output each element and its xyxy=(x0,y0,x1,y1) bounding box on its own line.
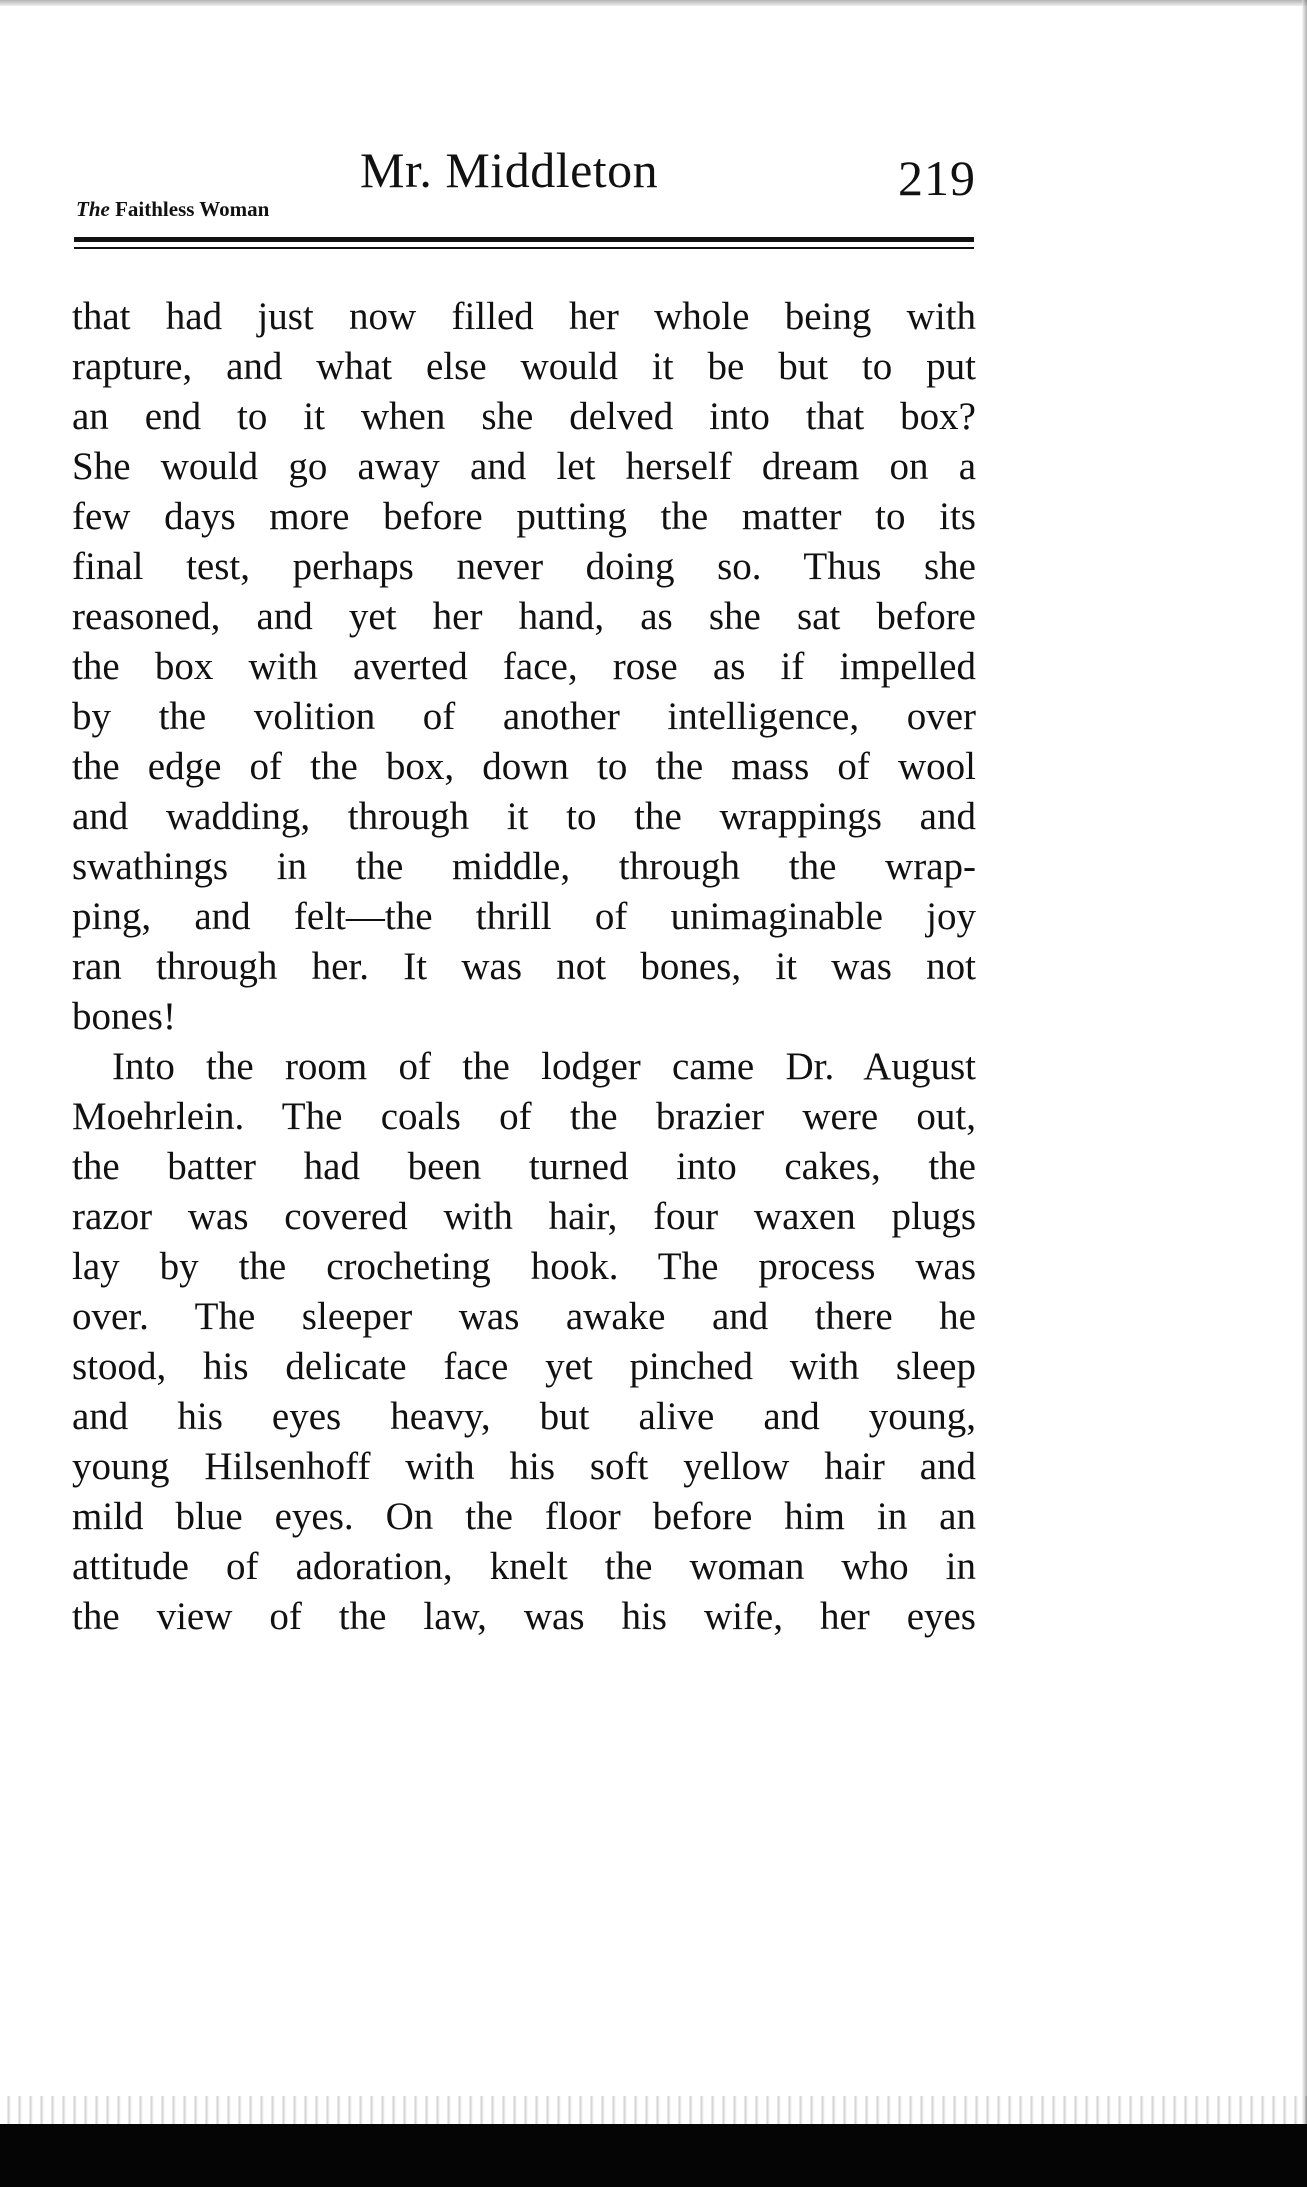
page-number: 219 xyxy=(898,150,976,206)
text-line: final test, perhaps never doing so. Thus she xyxy=(72,545,976,588)
text-line: swathings in the middle, through the wrap- xyxy=(72,845,976,888)
text-line: few days more before putting the matter to its xyxy=(72,495,976,538)
text-line: over. The sleeper was awake and there he xyxy=(72,1295,976,1338)
text-line: young Hilsenhoff with his soft yellow hair and xyxy=(72,1445,976,1488)
text-line: by the volition of another intelligence, over xyxy=(72,695,976,738)
text-line: the edge of the box, down to the mass of wool xyxy=(72,745,976,788)
scan-edge-bottom xyxy=(0,2124,1307,2187)
text-line: Moehrlein. The coals of the brazier were out, xyxy=(72,1095,976,1138)
text-line: She would go away and let herself dream on a xyxy=(72,445,976,488)
text-line: the batter had been turned into cakes, the xyxy=(72,1145,976,1188)
text-line: mild blue eyes. On the floor before him in an xyxy=(72,1495,976,1538)
text-line: ran through her. It was not bones, it was not xyxy=(72,945,976,988)
paragraph xyxy=(72,292,976,1042)
text-line: the view of the law, was his wife, her eyes xyxy=(72,1595,976,1638)
section-title-prefix: The xyxy=(76,197,110,221)
running-head: Mr. Middleton xyxy=(360,142,659,198)
text-line: ping, and felt—the thrill of unimaginable joy xyxy=(72,895,976,938)
text-line: bones! xyxy=(72,995,176,1038)
body-text xyxy=(72,292,976,1642)
section-title xyxy=(76,196,269,222)
text-line: and wadding, through it to the wrappings and xyxy=(72,795,976,838)
text-line: lay by the crocheting hook. The process was xyxy=(72,1245,976,1288)
text-line: rapture, and what else would it be but to put xyxy=(72,345,976,388)
text-line: Into the room of the lodger came Dr. August xyxy=(112,1045,976,1088)
scan-edge-top xyxy=(0,0,1307,6)
header-rule-thick xyxy=(74,237,974,242)
text-line: and his eyes heavy, but alive and young, xyxy=(72,1395,976,1438)
section-title-rest: Faithless Woman xyxy=(109,197,270,221)
header-rule-thin xyxy=(74,247,974,249)
paragraph xyxy=(72,1042,976,1642)
scan-edge-right xyxy=(1302,0,1307,2187)
scan-edge-bottom-fringe xyxy=(0,2096,1307,2126)
text-line: an end to it when she delved into that box? xyxy=(72,395,976,438)
text-line: that had just now filled her whole being with xyxy=(72,295,976,338)
text-line: reasoned, and yet her hand, as she sat before xyxy=(72,595,976,638)
text-line: attitude of adoration, knelt the woman who in xyxy=(72,1545,976,1588)
text-line: stood, his delicate face yet pinched with sleep xyxy=(72,1345,976,1388)
text-line: the box with averted face, rose as if impelled xyxy=(72,645,976,688)
text-line: razor was covered with hair, four waxen plugs xyxy=(72,1195,976,1238)
